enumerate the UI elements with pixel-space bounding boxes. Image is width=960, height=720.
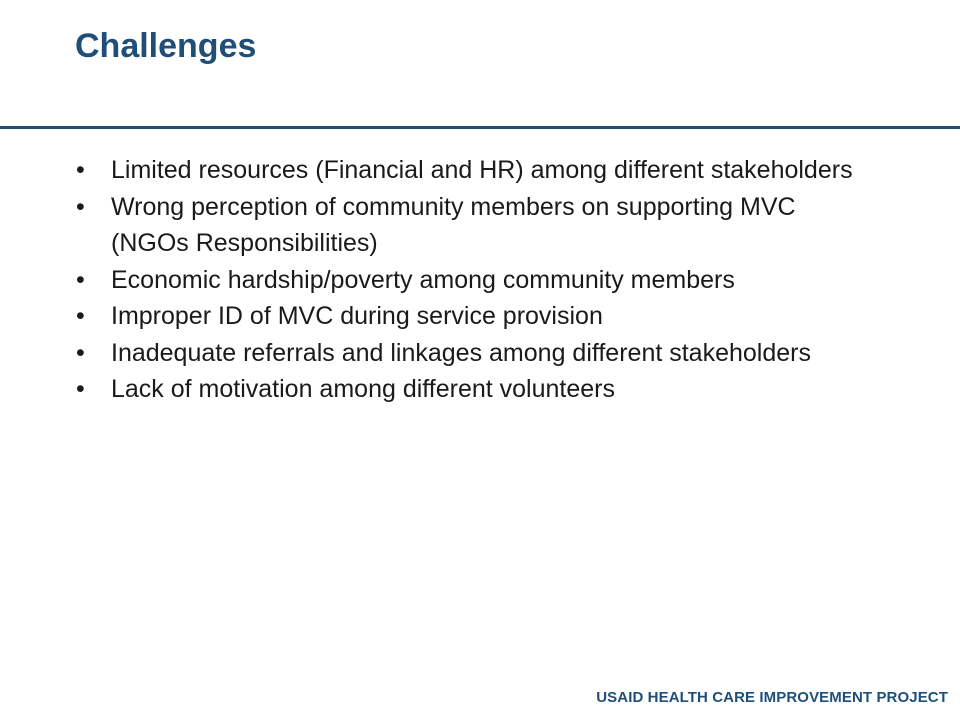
slide-title: Challenges (75, 27, 257, 65)
bullet-item (76, 335, 876, 372)
bullet-dot: • (76, 302, 85, 330)
bullet-item (76, 262, 876, 299)
bullet-dot: • (76, 265, 85, 294)
bullet-list (76, 152, 876, 408)
bullet-text: Limited resources (Financial and HR) among different stakeholders (111, 156, 853, 184)
bullet-dot: • (76, 338, 85, 367)
bullet-dot: • (76, 375, 85, 403)
bullet-text: Improper ID of MVC during service provision (111, 302, 603, 330)
bullet-text: Economic hardship/poverty among community members (111, 265, 735, 294)
bullet-item (76, 189, 876, 262)
bullet-text: Wrong perception of community members on supporting MVC (NGOs Responsibilities) (111, 192, 796, 257)
footer-project-name: USAID HEALTH CARE IMPROVEMENT PROJECT (596, 689, 948, 706)
bullet-text: Lack of motivation among different volunteers (111, 375, 615, 403)
bullet-item (76, 371, 876, 408)
title-divider (0, 126, 960, 129)
bullet-dot: • (76, 192, 85, 221)
bullet-item (76, 152, 876, 189)
bullet-item (76, 298, 876, 335)
bullet-text: Inadequate referrals and linkages among different stakeholders (111, 338, 811, 367)
bullet-dot: • (76, 156, 85, 184)
